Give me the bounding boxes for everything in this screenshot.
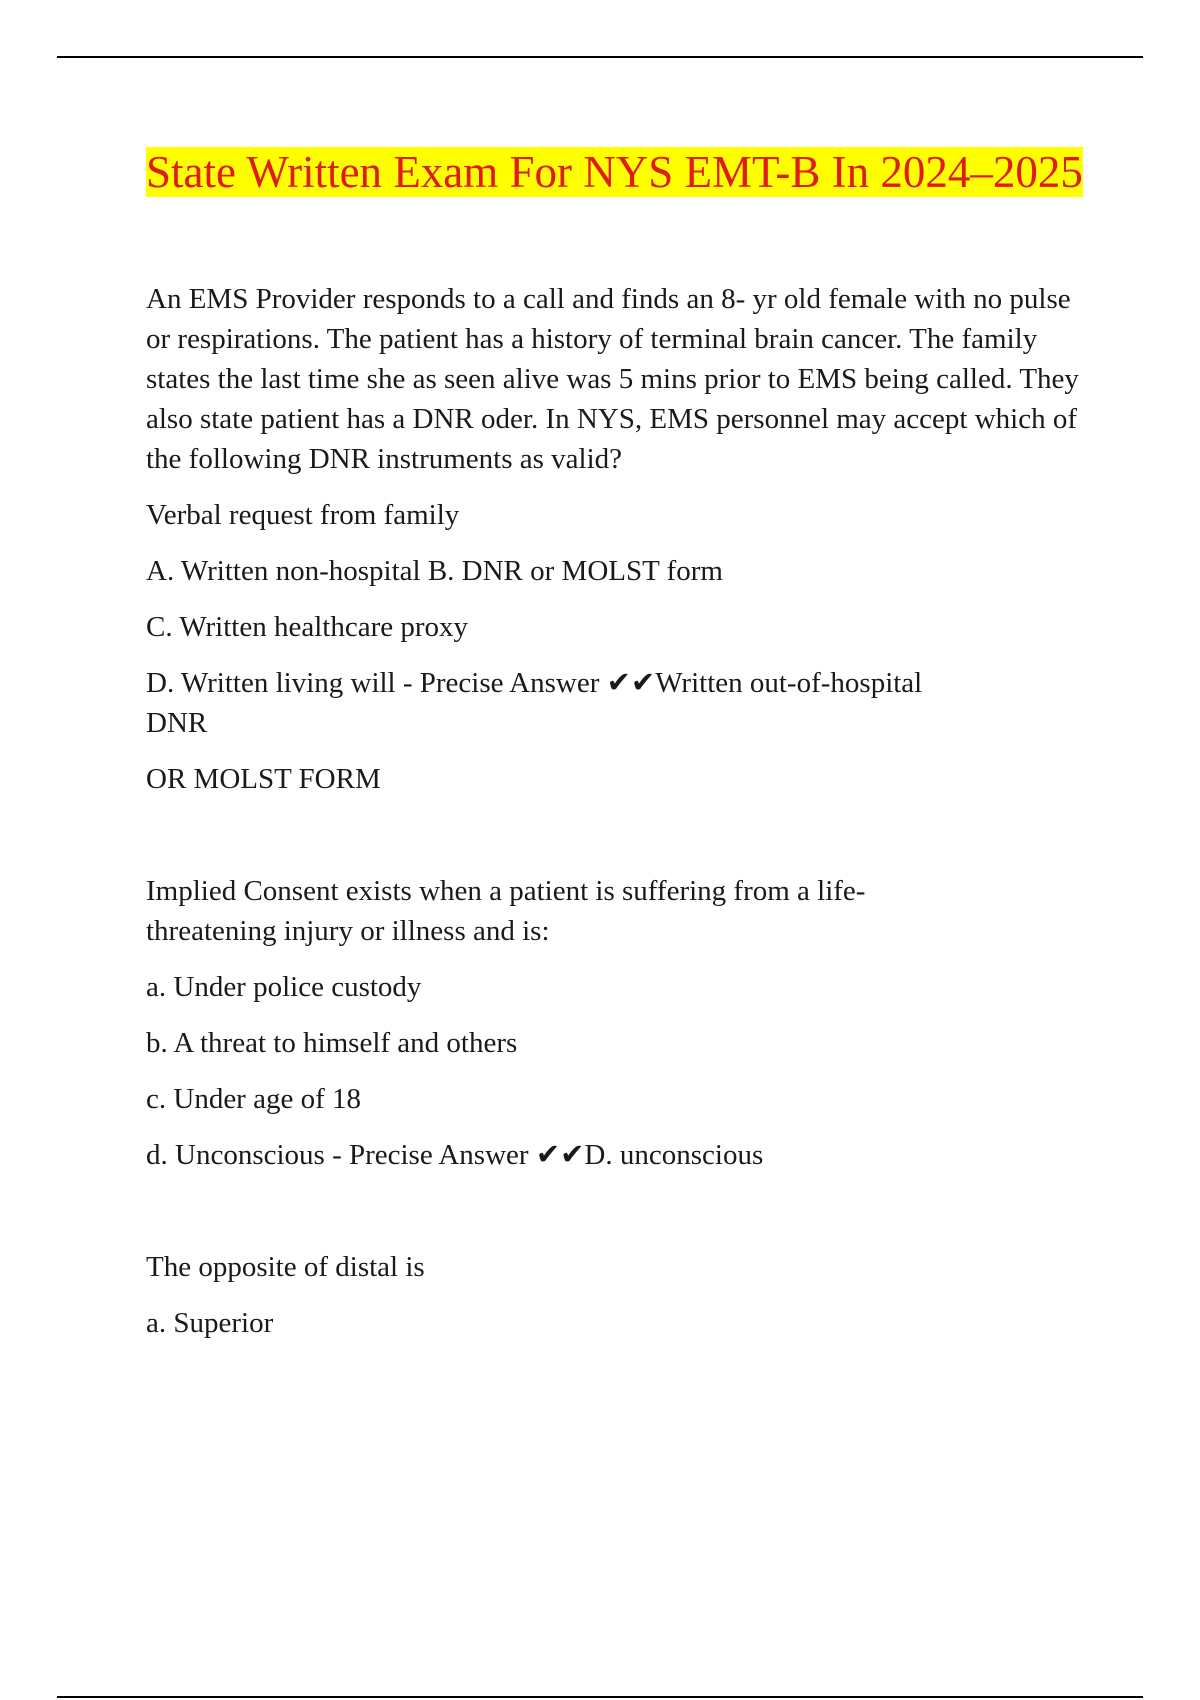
question-2 [146,871,1091,1175]
question-stem: An EMS Provider responds to a call and finds an 8- yr old female with no pulse or respirations. The patient has a history of terminal brain cancer. The family states the last time she as seen alive was 5 mins prior to EMS being called. They also state patient has a DNR oder. In NYS, EMS personnel may accept which of the following DNR instruments as valid? [146,283,1079,475]
answer-options [146,1303,1091,1343]
question-3 [146,1247,1091,1343]
question-1 [146,279,1091,799]
answer-option: C. Written healthcare proxy [146,611,469,643]
question-stem: The opposite of distal is [146,1251,425,1283]
answer-options [146,967,1091,1175]
answer-option: a. Superior [146,1307,274,1339]
title-highlight: State Written Exam For NYS EMT-B In 2024–2025 [146,147,1083,197]
bottom-rule [57,1696,1143,1698]
answer-option: a. Under police custody [146,971,422,1003]
answer-option: A. Written non-hospital B. DNR or MOLST form [146,555,723,587]
document-title [146,142,1091,202]
answer-option: Verbal request from family [146,499,460,531]
answer-option: c. Under age of 18 [146,1083,361,1115]
answer-option: b. A threat to himself and others [146,1027,518,1059]
answer-options [146,495,1091,799]
document-body [146,142,1091,1343]
answer-option: d. Unconscious - Precise Answer ✔✔D. unconscious [146,1139,764,1171]
answer-option: D. Written living will - Precise Answer ✔✔Written out-of-hospital DNR [146,667,923,739]
question-stem: Implied Consent exists when a patient is suffering from a life-threatening injury or illness and is: [146,875,866,947]
top-rule [57,56,1143,58]
answer-option: OR MOLST FORM [146,763,381,795]
